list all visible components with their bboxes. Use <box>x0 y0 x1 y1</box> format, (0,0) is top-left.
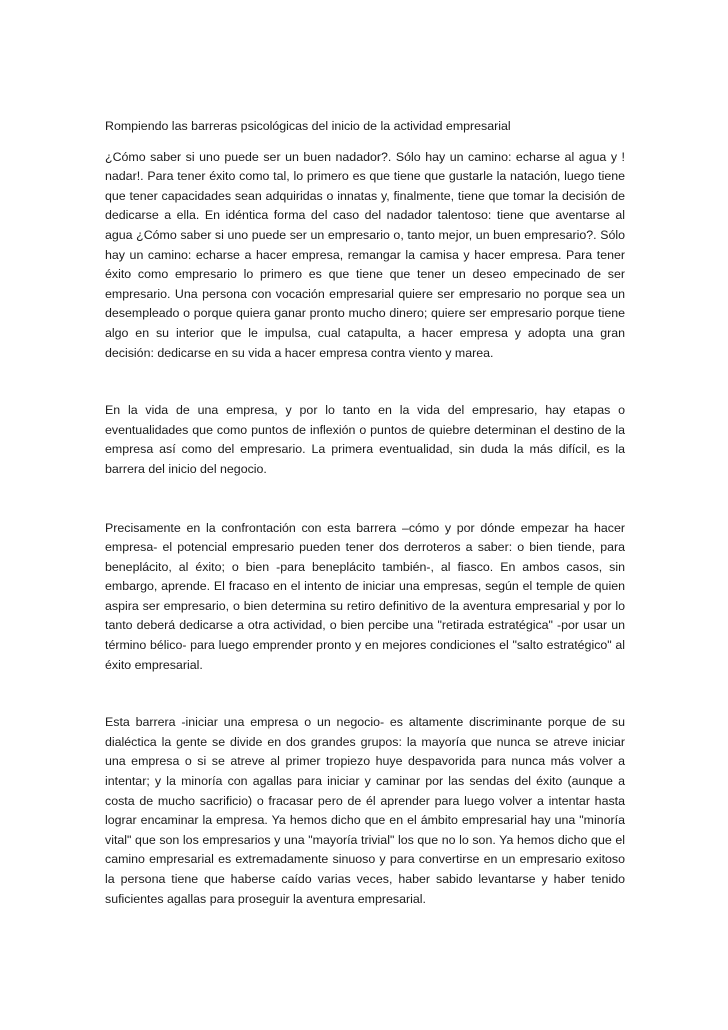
paragraph-2: En la vida de una empresa, y por lo tanto en la vida del empresario, hay etapas o eventualidades que como puntos de inflexión o puntos de quiebre determinan el destino de la empresa así como del empresario. La primera eventualidad, sin duda la más difícil, es la barrera del inicio del negocio. <box>105 403 625 476</box>
document-title: Rompiendo las barreras psicológicas del inicio de la actividad empresarial <box>105 119 511 133</box>
paragraph-1: ¿Cómo saber si uno puede ser un buen nadador?. Sólo hay un camino: echarse al agua y ! nadar!. Para tener éxito como tal, lo primero es que tiene que gustarle la natación, luego tiene que tener capacidades sean adquiridas o innatas y, finalmente, tiene que tomar la decisión de dedicarse a ella. En idéntica forma del caso del nadador talentoso: tiene que aventarse al agua ¿Cómo saber si uno puede ser un empresario o, tanto mejor, un buen empresario?. Sólo hay un camino: echarse a hacer empresa, remangar la camisa y hacer empresa. Para tener éxito como empresario lo primero es que tiene que tener un deseo empecinado de ser empresario. Una persona con vocación empresarial quiere ser empresario no porque sea un desempleado o porque quiera ganar pronto mucho dinero; quiere ser empresario porque tiene algo en su interior que le impulsa, cual catapulta, a hacer empresa y adopta una gran decisión: dedicarse en su vida a hacer empresa contra viento y marea. <box>105 149 625 360</box>
paragraph-3: Precisamente en la confrontación con esta barrera –cómo y por dónde empezar ha hacer empresa- el potencial empresario pueden tener dos derroteros a saber: o bien tiende, para beneplácito, al éxito; o bien -para beneplácito también-, al fiasco. En ambos casos, sin embargo, aprende. El fracaso en el intento de iniciar una empresas, según el temple de quien aspira ser empresario, o bien determina su retiro definitivo de la aventura empresarial y por lo tanto deberá dedicarse a otra actividad, o bien percibe una "retirada estratégica" -por usar un término bélico- para luego emprender pronto y en mejores condiciones el "salto estratégico" al éxito empresarial. <box>105 520 625 672</box>
document-body <box>105 117 625 909</box>
paragraph-4: Esta barrera -iniciar una empresa o un negocio- es altamente discriminante porque de su dialéctica la gente se divide en dos grandes grupos: la mayoría que nunca se atreve iniciar una empresa o si se atreve al primer tropiezo huye despavorida para nunca más volver a intentar; y la minoría con agallas para iniciar y caminar por las sendas del éxito (aunque a costa de mucho sacrificio) o fracasar pero de él aprender para luego volver a intentar hasta lograr encaminar la empresa. Ya hemos dicho que en el ámbito empresarial hay una "minoría vital" que son los empresarios y una "mayoría trivial" los que no lo son. Ya hemos dicho que el camino empresarial es extremadamente sinuoso y para convertirse en un empresario exitoso la persona tiene que haberse caído varias veces, haber sabido levantarse y haber tenido suficientes agallas para proseguir la aventura empresarial. <box>105 715 625 906</box>
